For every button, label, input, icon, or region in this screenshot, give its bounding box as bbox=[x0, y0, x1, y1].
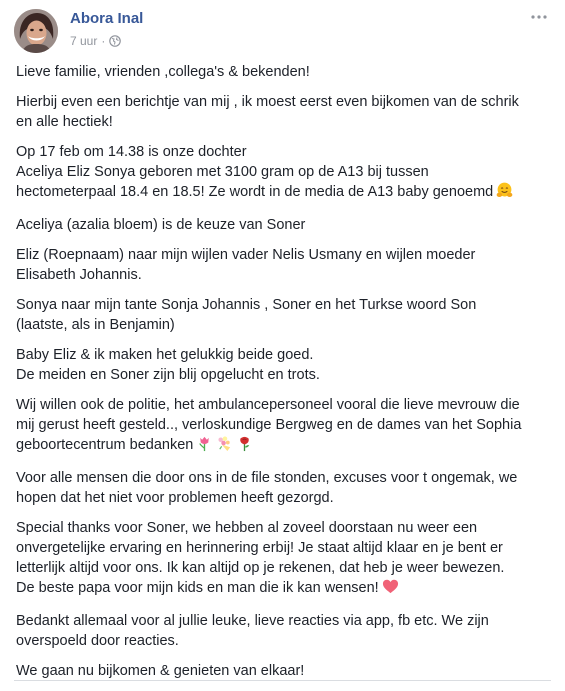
text-line: Sonya naar mijn tante Sonja Johannis , Soner en het Turkse woord Son bbox=[16, 297, 477, 313]
text-line: Aceliya (azalia bloem) is de keuze van Soner bbox=[16, 217, 306, 233]
post-meta bbox=[70, 34, 121, 48]
text-line: We gaan nu bijkomen & genieten van elkaar! bbox=[16, 663, 305, 679]
text-line: De beste papa voor mijn kids en man die ik kan wensen! bbox=[16, 580, 379, 596]
profile-photo bbox=[14, 9, 58, 53]
more-options-icon[interactable] bbox=[527, 9, 551, 25]
bouquet-emoji bbox=[216, 435, 233, 458]
text-line: onvergetelijke ervaring en herinnering erbij! Je staat altijd klaar en je bent er bbox=[16, 540, 503, 556]
paragraph-7 bbox=[16, 345, 551, 385]
text-line: Hierbij even een berichtje van mij , ik moest eerst even bijkomen van de schrik bbox=[16, 94, 519, 110]
text-line-with-emoji bbox=[16, 435, 551, 458]
tulip-emoji bbox=[196, 435, 213, 458]
text-line: Special thanks voor Soner, we hebben al zoveel doorstaan nu weer een bbox=[16, 520, 478, 536]
meta-separator: · bbox=[101, 34, 106, 48]
text-line: Aceliya Eliz Sonya geboren met 3100 gram op de A13 bij tussen bbox=[16, 164, 429, 180]
paragraph-1 bbox=[16, 62, 551, 82]
paragraph-11 bbox=[16, 611, 551, 651]
paragraph-12 bbox=[16, 661, 551, 681]
text-line: Eliz (Roepnaam) naar mijn wijlen vader Nelis Usmany en wijlen moeder bbox=[16, 247, 476, 263]
text-line: Voor alle mensen die door ons in de file stonden, excuses voor t ongemak, we bbox=[16, 470, 518, 486]
author-avatar[interactable] bbox=[14, 9, 58, 53]
post-divider bbox=[14, 680, 551, 681]
paragraph-4 bbox=[16, 215, 551, 235]
author-name[interactable]: Abora Inal bbox=[70, 10, 144, 27]
post-body bbox=[16, 62, 551, 691]
paragraph-6 bbox=[16, 295, 551, 335]
paragraph-5 bbox=[16, 245, 551, 285]
text-line: mij gerust heeft gesteld.., verloskundige Bergweg en de dames van het Sophia bbox=[16, 417, 522, 433]
post-timestamp[interactable]: 7 uur bbox=[70, 34, 98, 48]
paragraph-2 bbox=[16, 92, 551, 132]
text-line-with-emoji bbox=[16, 182, 551, 205]
text-line: hectometerpaal 18.4 en 18.5! Ze wordt in de media de A13 baby genoemd bbox=[16, 184, 494, 200]
red-heart-emoji bbox=[382, 578, 399, 601]
text-line: Op 17 feb om 14.38 is onze dochter bbox=[16, 144, 247, 160]
text-line: letterlijk altijd voor ons. Ik kan altijd op je rekenen, dat heb je weer bewezen. bbox=[16, 560, 505, 576]
text-line: (laatste, als in Benjamin) bbox=[16, 317, 175, 333]
text-line: De meiden en Soner zijn blij opgelucht en trots. bbox=[16, 367, 320, 383]
paragraph-9 bbox=[16, 468, 551, 508]
globe-icon[interactable] bbox=[109, 35, 121, 47]
paragraph-3 bbox=[16, 142, 551, 205]
text-line: en alle hectiek! bbox=[16, 114, 113, 130]
paragraph-10 bbox=[16, 518, 551, 601]
text-line: Baby Eliz & ik maken het gelukkig beide goed. bbox=[16, 347, 314, 363]
rose-emoji bbox=[236, 435, 253, 458]
text-line: geboortecentrum bedanken bbox=[16, 437, 194, 453]
paragraph-8 bbox=[16, 395, 551, 458]
text-line: Wij willen ook de politie, het ambulancepersoneel vooral die lieve mevrouw die bbox=[16, 397, 520, 413]
text-line: Elisabeth Johannis. bbox=[16, 267, 142, 283]
text-line: hopen dat het niet voor problemen heeft gezorgd. bbox=[16, 490, 334, 506]
post-header bbox=[14, 9, 551, 55]
text-line: Bedankt allemaal voor al jullie leuke, lieve reacties via app, fb etc. We zijn bbox=[16, 613, 489, 629]
text-line: Lieve familie, vrienden ,collega's & bekenden! bbox=[16, 64, 310, 80]
text-line-with-emoji bbox=[16, 578, 551, 601]
text-line: overspoeld door reacties. bbox=[16, 633, 179, 649]
hugging-face-emoji bbox=[496, 182, 513, 205]
